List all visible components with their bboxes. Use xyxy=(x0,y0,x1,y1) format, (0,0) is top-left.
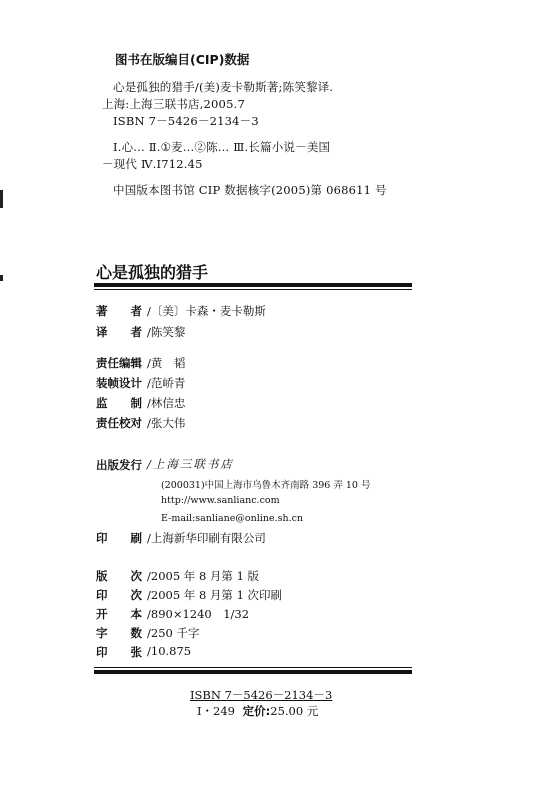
printer-value: /上海新华印刷有限公司 xyxy=(147,531,266,545)
bottom-rule-thick xyxy=(94,670,412,674)
publisher-label: 出版发行 xyxy=(96,458,142,472)
credit-label-translator: 译 者 xyxy=(96,325,142,339)
title-rule-thick xyxy=(94,283,412,287)
title-rule-thin xyxy=(94,289,412,290)
credit-value-editor: /黄 韬 xyxy=(147,356,186,370)
spec-label-format: 开 本 xyxy=(96,607,142,621)
bottom-rule-thin xyxy=(94,667,412,668)
credit-label-proofreader: 责任校对 xyxy=(96,416,142,430)
publisher-name-logo: /上海三联书店 xyxy=(147,457,234,471)
cip-heading: 图书在版编目(CIP)数据 xyxy=(115,52,250,67)
credit-value-supervisor: /林信忠 xyxy=(147,396,186,410)
price-value: 25.00 元 xyxy=(270,704,319,718)
cip-line-isbn: ISBN 7－5426－2134－3 xyxy=(113,114,259,128)
printer-label: 印 刷 xyxy=(96,531,142,545)
publisher-website: http://www.sanlianc.com xyxy=(161,495,280,506)
scan-edge-artifact xyxy=(0,180,4,290)
isbn-price-line xyxy=(197,703,318,719)
credit-value-author: /〔美〕卡森・麦卡勒斯 xyxy=(147,304,266,318)
credit-label-author: 著 者 xyxy=(96,304,142,318)
credit-value-proofreader: /张大伟 xyxy=(147,416,186,430)
credit-value-design: /范峤青 xyxy=(147,376,186,390)
cip-line-title: 心是孤独的猎手/(美)麦卡勒斯著;陈笑黎译. xyxy=(113,80,334,94)
spec-value-format: /890×1240 1/32 xyxy=(147,607,250,621)
isbn-number: ISBN 7－5426－2134－3 xyxy=(190,688,333,702)
credit-label-design: 装帧设计 xyxy=(96,376,142,390)
spec-label-edition: 版 次 xyxy=(96,569,142,583)
cip-line-record-number: 中国版本图书馆 CIP 数据核字(2005)第 068611 号 xyxy=(113,183,387,197)
spec-value-edition: /2005 年 8 月第 1 版 xyxy=(147,569,260,583)
credit-label-editor: 责任编辑 xyxy=(96,356,142,370)
book-title: 心是孤独的猎手 xyxy=(96,263,209,282)
spec-label-word-count: 字 数 xyxy=(96,626,142,640)
spec-value-printing: /2005 年 8 月第 1 次印刷 xyxy=(147,588,283,602)
cip-line-classification: －现代 Ⅳ.I712.45 xyxy=(102,157,203,171)
spec-value-word-count: /250 千字 xyxy=(147,626,200,640)
price-label: 定价: xyxy=(242,704,271,718)
publisher-email: E-mail:sanliane@online.sh.cn xyxy=(161,513,304,524)
cip-line-subjects: Ⅰ.心... Ⅱ.①麦...②陈... Ⅲ.长篇小说－美国 xyxy=(113,140,331,154)
credit-value-translator: /陈笑黎 xyxy=(147,325,186,339)
spec-label-sheets: 印 张 xyxy=(96,645,142,659)
spec-value-sheets: /10.875 xyxy=(147,644,192,658)
classification-code: I・249 xyxy=(197,704,235,718)
cip-line-publisher: 上海:上海三联书店,2005.7 xyxy=(102,97,245,111)
publisher-address: (200031)中国上海市乌鲁木齐南路 396 弄 10 号 xyxy=(161,480,371,491)
spec-label-printing: 印 次 xyxy=(96,588,142,602)
credit-label-supervisor: 监 制 xyxy=(96,396,142,410)
